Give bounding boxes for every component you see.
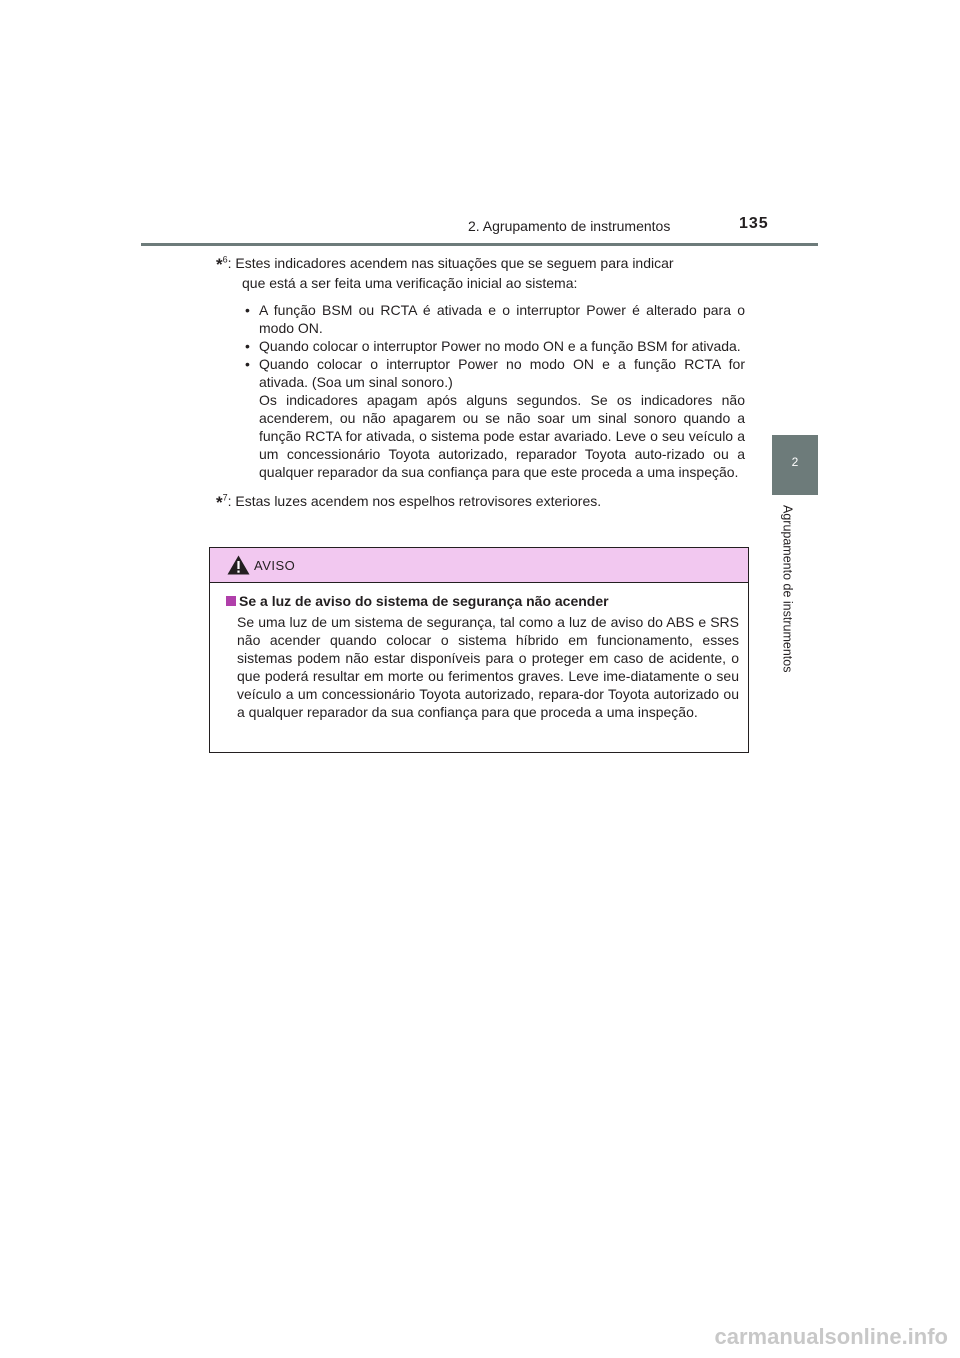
warning-header — [210, 548, 748, 583]
footnote-marker — [216, 492, 228, 512]
header-divider — [141, 243, 818, 246]
footnote-7 — [216, 492, 745, 512]
warning-heading-text: Se a luz de aviso do sistema de segurança não acender — [239, 593, 609, 609]
footnote-lead: : Estas luzes acendem nos espelhos retrovisores exteriores. — [227, 493, 602, 509]
chapter-side-label: Agrupamento de instrumentos — [780, 505, 795, 673]
footnote-body: que está a ser feita uma verificação inicial ao sistema: — [242, 275, 578, 291]
asterisk-mark: * — [216, 255, 223, 274]
footnote-extra-paragraph: Os indicadores apagam após alguns segundos. Se os indicadores não acenderem, ou não apagarem ou se não soar um sinal sonoro quando a função RCTA for ativada, o sistema pode estar avariado. Leve o seu veículo a um concessionário Toyota autorizado, reparador Toyota auto-rizado ou a qualquer reparador da sua confiança para que este proceda a uma inspeção. — [259, 392, 745, 480]
page-number: 135 — [739, 215, 769, 232]
footnote-marker — [216, 254, 228, 274]
warning-text: Se uma luz de um sistema de segurança, tal como a luz de aviso do ABS e SRS não acender quando colocar o sistema híbrido em funcionamento, esses sistemas podem não estar disponíveis para o proteger em caso de acidente, o que poderá resultar em morte ou ferimentos graves. Leve ime-diatamente o seu veículo a um concessionário Toyota autorizado, repara-dor Toyota autorizado ou a qualquer reparador da sua confiança para que proceda a uma inspeção. — [237, 614, 739, 720]
main-content — [216, 254, 745, 512]
square-bullet-icon — [226, 596, 236, 606]
chapter-tab-number: 2 — [791, 455, 799, 469]
list-item: • Quando colocar o interruptor Power no modo ON e a função RCTA for ativada. (Soa um sinal sonoro.) — [259, 355, 745, 391]
list-item: • Quando colocar o interruptor Power no modo ON e a função BSM for ativada. — [259, 337, 745, 355]
warning-box — [209, 547, 749, 753]
warning-triangle-icon — [227, 555, 250, 575]
list-item: • A função BSM ou RCTA é ativada e o interruptor Power é alterado para o modo ON. — [259, 301, 745, 337]
section-title: 2. Agrupamento de instrumentos — [468, 218, 671, 234]
footnote-6 — [216, 254, 745, 481]
warning-title: AVISO — [254, 558, 296, 573]
footnote-number: 7 — [222, 492, 228, 503]
warning-body — [210, 583, 748, 721]
chapter-tab — [772, 435, 818, 495]
footnote-lead: : Estes indicadores acendem nas situações que se seguem para indicar — [227, 255, 674, 271]
condition-list — [216, 301, 745, 391]
watermark: carmanualsonline.info — [714, 1324, 948, 1349]
footnote-number: 6 — [222, 254, 228, 265]
asterisk-mark: * — [216, 493, 223, 512]
warning-heading — [226, 592, 739, 610]
